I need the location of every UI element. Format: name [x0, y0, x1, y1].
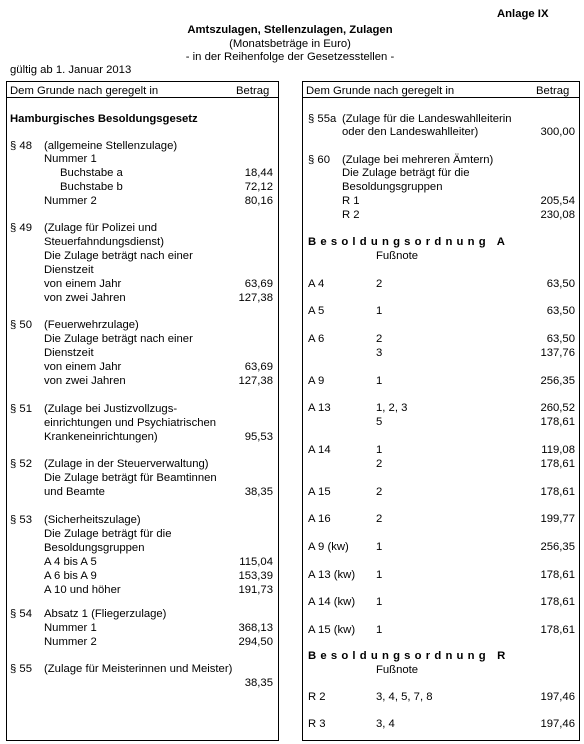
row-footnote: 3 — [376, 347, 383, 359]
amount: 127,38 — [238, 375, 273, 387]
para-text: einrichtungen und Psychiatrischen — [44, 417, 217, 429]
row-amount: 63,50 — [546, 305, 575, 317]
row-amount: 197,46 — [540, 691, 575, 703]
row-footnote: 1 — [376, 444, 383, 456]
law-title: Hamburgisches Besoldungsgesetz — [10, 113, 198, 125]
amount: 95,53 — [244, 431, 273, 443]
row-footnote: 3, 4, 5, 7, 8 — [376, 691, 433, 703]
para-label: § 51 — [10, 403, 32, 415]
row-group: R 3 — [308, 718, 326, 730]
row-footnote: 1 — [376, 375, 383, 387]
item-label: Nummer 1 — [44, 622, 97, 634]
item-label: Nummer 1 — [44, 153, 97, 165]
row-group: A 14 (kw) — [308, 596, 356, 608]
bo-a-title: Besoldungsordnung A — [308, 236, 510, 248]
amount: 80,16 — [244, 195, 273, 207]
row-amount: 63,50 — [546, 278, 575, 290]
item-label: A 10 und höher — [44, 584, 121, 596]
amount: 294,50 — [238, 636, 273, 648]
para-text: Dienstzeit — [44, 264, 94, 276]
amount: 38,35 — [244, 677, 273, 689]
item-label: von zwei Jahren — [44, 375, 126, 387]
para-label: § 52 — [10, 458, 32, 470]
row-amount: 178,61 — [540, 596, 575, 608]
row-amount: 63,50 — [546, 333, 575, 345]
para-label: § 48 — [10, 140, 32, 152]
amount: 115,04 — [239, 556, 273, 568]
row-footnote: 2 — [376, 486, 383, 498]
para-text: (Zulage für die Landeswahlleiterin — [342, 113, 512, 125]
para-text: und Beamte — [44, 486, 105, 498]
row-amount: 260,52 — [540, 402, 575, 414]
para-label: § 50 — [10, 319, 32, 331]
row-footnote: 3, 4 — [376, 718, 395, 730]
row-footnote: 1 — [376, 569, 383, 581]
amount: 38,35 — [244, 486, 273, 498]
para-text: (Feuerwehrzulage) — [44, 319, 139, 331]
para-text: Absatz 1 (Fliegerzulage) — [44, 608, 167, 620]
row-amount: 178,61 — [540, 569, 575, 581]
row-amount: 137,76 — [540, 347, 575, 359]
item-label: von einem Jahr — [44, 278, 122, 290]
row-amount: 197,46 — [540, 718, 575, 730]
row-footnote: 1 — [376, 624, 383, 636]
amount: 205,54 — [540, 195, 575, 207]
amount: 127,38 — [238, 292, 273, 304]
row-group: A 13 — [308, 402, 331, 414]
bo-a-fussnote-header: Fußnote — [376, 250, 419, 262]
amount: 300,00 — [540, 126, 575, 138]
row-group: A 14 — [308, 444, 331, 456]
para-text: (Zulage in der Steuerverwaltung) — [44, 458, 209, 470]
para-text: (Sicherheitszulage) — [44, 514, 141, 526]
row-group: A 4 — [308, 278, 325, 290]
row-footnote: 2 — [376, 513, 383, 525]
bo-r-title: Besoldungsordnung R — [308, 650, 510, 662]
amount: 230,08 — [540, 209, 575, 221]
row-group: A 13 (kw) — [308, 569, 356, 581]
para-text: (Zulage bei Justizvollzugs- — [44, 403, 178, 415]
item-label: A 4 bis A 5 — [44, 556, 97, 568]
item-label: von einem Jahr — [44, 361, 122, 373]
para-text: Die Zulage beträgt nach einer — [44, 250, 193, 262]
para-text: Die Zulage beträgt für Beamtinnen — [44, 472, 217, 484]
page-subtitle: (Monatsbeträge in Euro) — [229, 38, 351, 50]
amount: 18,44 — [244, 167, 273, 179]
para-text: oder den Landeswahlleiter) — [342, 126, 479, 138]
para-text: Die Zulage beträgt für die — [342, 167, 470, 179]
amount: 368,13 — [238, 622, 273, 634]
row-group: A 15 — [308, 486, 331, 498]
row-amount: 178,61 — [540, 624, 575, 636]
item-label: R 1 — [342, 195, 360, 207]
bo-r-fussnote-header: Fußnote — [376, 664, 419, 676]
para-text: (allgemeine Stellenzulage) — [44, 140, 178, 152]
row-group: A 5 — [308, 305, 325, 317]
row-footnote: 1 — [376, 305, 383, 317]
para-label: § 60 — [308, 154, 330, 166]
item-label: Nummer 2 — [44, 195, 97, 207]
amount: 191,73 — [238, 584, 273, 596]
item-label: Buchstabe b — [60, 181, 123, 193]
item-label: Nummer 2 — [44, 636, 97, 648]
valid-from: gültig ab 1. Januar 2013 — [10, 64, 132, 76]
row-amount: 256,35 — [540, 541, 575, 553]
para-text: (Zulage bei mehreren Ämtern) — [342, 154, 494, 166]
item-label: R 2 — [342, 209, 360, 221]
amount: 153,39 — [238, 570, 273, 582]
anlage-label: Anlage IX — [497, 8, 549, 20]
right-col-amount-header: Betrag — [536, 85, 570, 97]
right-col-basis-header: Dem Grunde nach geregelt in — [306, 85, 455, 97]
para-label: § 49 — [10, 222, 32, 234]
para-label: § 55a — [308, 113, 337, 125]
amount: 72,12 — [244, 181, 273, 193]
row-footnote: 2 — [376, 278, 383, 290]
amount: 63,69 — [244, 361, 273, 373]
para-label: § 54 — [10, 608, 32, 620]
row-footnote: 1 — [376, 541, 383, 553]
row-amount: 256,35 — [540, 375, 575, 387]
para-text: Dienstzeit — [44, 347, 94, 359]
page-subtitle-order: - in der Reihenfolge der Gesetzesstellen - — [185, 51, 395, 63]
row-amount: 178,61 — [540, 486, 575, 498]
row-footnote: 2 — [376, 333, 383, 345]
item-label: von zwei Jahren — [44, 292, 126, 304]
para-text: (Zulage für Meisterinnen und Meister) — [44, 663, 233, 675]
row-group: A 6 — [308, 333, 325, 345]
row-group: A 15 (kw) — [308, 624, 356, 636]
row-footnote: 1 — [376, 596, 383, 608]
page-title: Amtszulagen, Stellenzulagen, Zulagen — [187, 24, 393, 36]
row-amount: 119,08 — [541, 444, 575, 456]
row-group: A 9 (kw) — [308, 541, 349, 553]
para-text: Krankeneinrichtungen) — [44, 431, 158, 443]
row-amount: 178,61 — [540, 416, 575, 428]
row-amount: 199,77 — [540, 513, 575, 525]
item-label: A 6 bis A 9 — [44, 570, 97, 582]
para-label: § 53 — [10, 514, 32, 526]
row-footnote: 1, 2, 3 — [376, 402, 408, 414]
para-text: (Zulage für Polizei und — [44, 222, 158, 234]
para-text: Die Zulage beträgt nach einer — [44, 333, 193, 345]
row-footnote: 2 — [376, 458, 383, 470]
para-text: Steuerfahndungsdienst) — [44, 236, 164, 248]
left-col-basis-header: Dem Grunde nach geregelt in — [10, 85, 159, 97]
para-text: Besoldungsgruppen — [44, 542, 145, 554]
left-col-amount-header: Betrag — [236, 85, 270, 97]
item-label: Buchstabe a — [60, 167, 123, 179]
para-label: § 55 — [10, 663, 32, 675]
row-group: A 16 — [308, 513, 331, 525]
amount: 63,69 — [244, 278, 273, 290]
row-amount: 178,61 — [540, 458, 575, 470]
row-group: A 9 — [308, 375, 325, 387]
row-group: R 2 — [308, 691, 326, 703]
row-footnote: 5 — [376, 416, 383, 428]
para-text: Besoldungsgruppen — [342, 181, 443, 193]
para-text: Die Zulage beträgt für die — [44, 528, 172, 540]
